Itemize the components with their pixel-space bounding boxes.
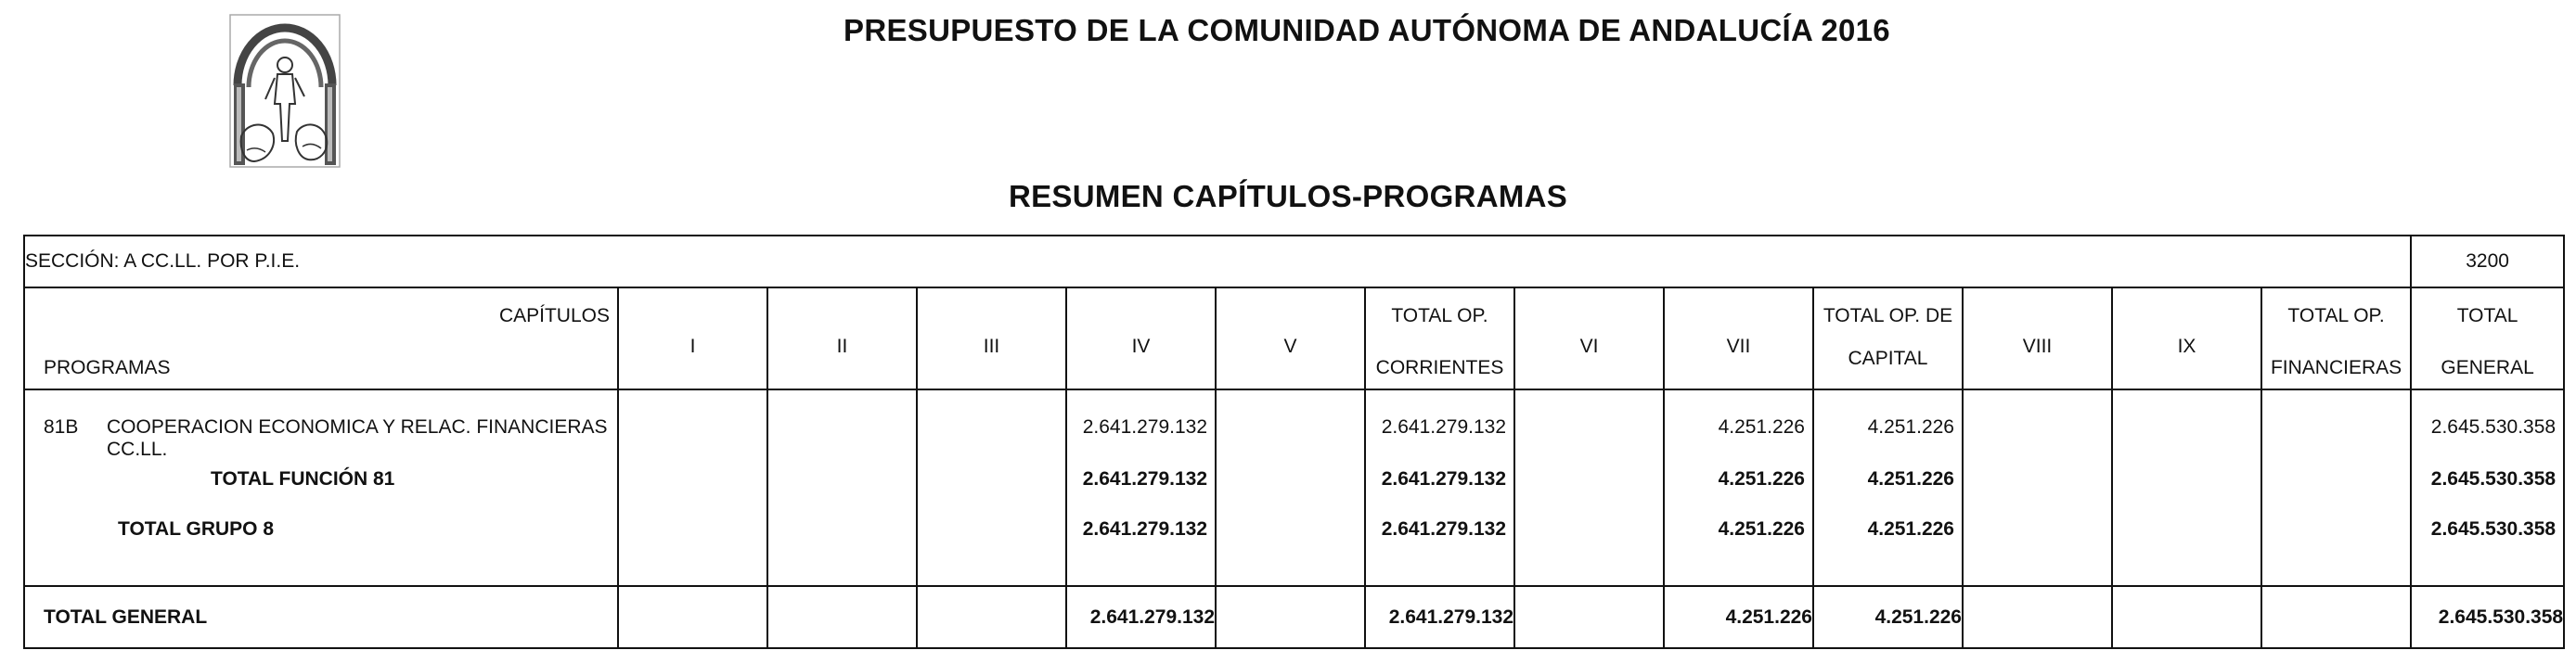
program-row-81b xyxy=(44,416,608,461)
total-viii xyxy=(1963,586,2112,648)
funcion-tg: 2.645.530.358 xyxy=(2430,468,2557,490)
program-vii: 4.251.226 xyxy=(1718,416,1805,438)
grupo-iv: 2.641.279.132 xyxy=(1082,518,1207,540)
total-iv: 2.641.279.132 xyxy=(1066,586,1216,648)
total-general-label: TOTAL GENERAL xyxy=(24,586,618,648)
document-title: PRESUPUESTO DE LA COMUNIDAD AUTÓNOMA DE ANDALUCÍA 2016 xyxy=(844,13,1890,47)
header-col-iii: III xyxy=(917,287,1066,389)
total-ix xyxy=(2112,586,2261,648)
col-iii-values xyxy=(917,389,1066,586)
grupo-toc: 2.641.279.132 xyxy=(1381,518,1506,540)
section-label: SECCIÓN: A CC.LL. POR P.I.E. xyxy=(24,236,2411,287)
header-col-vi: VI xyxy=(1514,287,1664,389)
header-col-vii: VII xyxy=(1664,287,1813,389)
grupo-vii: 4.251.226 xyxy=(1718,518,1805,540)
total-ii xyxy=(767,586,917,648)
header-col-iv: IV xyxy=(1066,287,1216,389)
total-tfin xyxy=(2261,586,2411,648)
header-col-v: V xyxy=(1216,287,1365,389)
budget-summary-table xyxy=(23,235,2565,649)
header-col-total-op-financieras: TOTAL OP. FINANCIERAS xyxy=(2261,287,2411,389)
program-tg: 2.645.530.358 xyxy=(2430,416,2557,438)
document-subtitle: RESUMEN CAPÍTULOS-PROGRAMAS xyxy=(1008,179,1568,213)
total-vi xyxy=(1514,586,1664,648)
header-col-total-general: TOTAL GENERAL xyxy=(2411,287,2564,389)
program-toc: 2.641.279.132 xyxy=(1381,416,1506,438)
header-programas: PROGRAMAS xyxy=(44,357,171,378)
col-ii-values xyxy=(767,389,917,586)
total-iii xyxy=(917,586,1066,648)
header-col-ii: II xyxy=(767,287,917,389)
total-v xyxy=(1216,586,1365,648)
total-funcion-label: TOTAL FUNCIÓN 81 xyxy=(211,468,395,490)
total-vii: 4.251.226 xyxy=(1664,586,1813,648)
grupo-tg: 2.645.530.358 xyxy=(2430,518,2557,540)
col-vi-values xyxy=(1514,389,1664,586)
program-tcap: 4.251.226 xyxy=(1867,416,1954,438)
funcion-toc: 2.641.279.132 xyxy=(1381,468,1506,490)
header-col-total-op-corrientes: TOTAL OP. CORRIENTES xyxy=(1365,287,1514,389)
funcion-vii: 4.251.226 xyxy=(1718,468,1805,490)
header-col-ix: IX xyxy=(2112,287,2261,389)
funcion-iv: 2.641.279.132 xyxy=(1082,468,1207,490)
total-tcap: 4.251.226 xyxy=(1813,586,1963,648)
funcion-tcap: 4.251.226 xyxy=(1867,468,1954,490)
col-ix-values xyxy=(2112,389,2261,586)
col-vii-values xyxy=(1664,389,1813,586)
total-grupo-label: TOTAL GRUPO 8 xyxy=(118,518,275,540)
header-capitulos: CAPÍTULOS xyxy=(498,305,610,326)
header-row xyxy=(24,287,2564,389)
grupo-tcap: 4.251.226 xyxy=(1867,518,1954,540)
header-col-viii: VIII xyxy=(1963,287,2112,389)
col-v-values xyxy=(1216,389,1365,586)
header-corner xyxy=(24,287,618,389)
total-toc: 2.641.279.132 xyxy=(1365,586,1514,648)
col-viii-values xyxy=(1963,389,2112,586)
col-total-general-values xyxy=(2411,389,2564,586)
header-col-i: I xyxy=(618,287,767,389)
program-iv: 2.641.279.132 xyxy=(1082,416,1207,438)
total-general-row xyxy=(24,586,2564,648)
body-rows xyxy=(24,389,2564,586)
program-code: 81B xyxy=(44,416,79,438)
total-tg: 2.645.530.358 xyxy=(2411,586,2564,648)
col-total-op-financieras-values xyxy=(2261,389,2411,586)
col-total-op-corrientes-values xyxy=(1365,389,1514,586)
section-row xyxy=(24,236,2564,287)
total-i xyxy=(618,586,767,648)
program-name: COOPERACION ECONOMICA Y RELAC. FINANCIERAS CC.LL. xyxy=(107,416,608,460)
col-total-op-capital-values xyxy=(1813,389,1963,586)
col-i-values xyxy=(618,389,767,586)
header-col-total-op-capital: TOTAL OP. DE CAPITAL xyxy=(1813,287,1963,389)
program-column xyxy=(24,389,618,586)
col-iv-values xyxy=(1066,389,1216,586)
section-code: 3200 xyxy=(2411,236,2564,287)
